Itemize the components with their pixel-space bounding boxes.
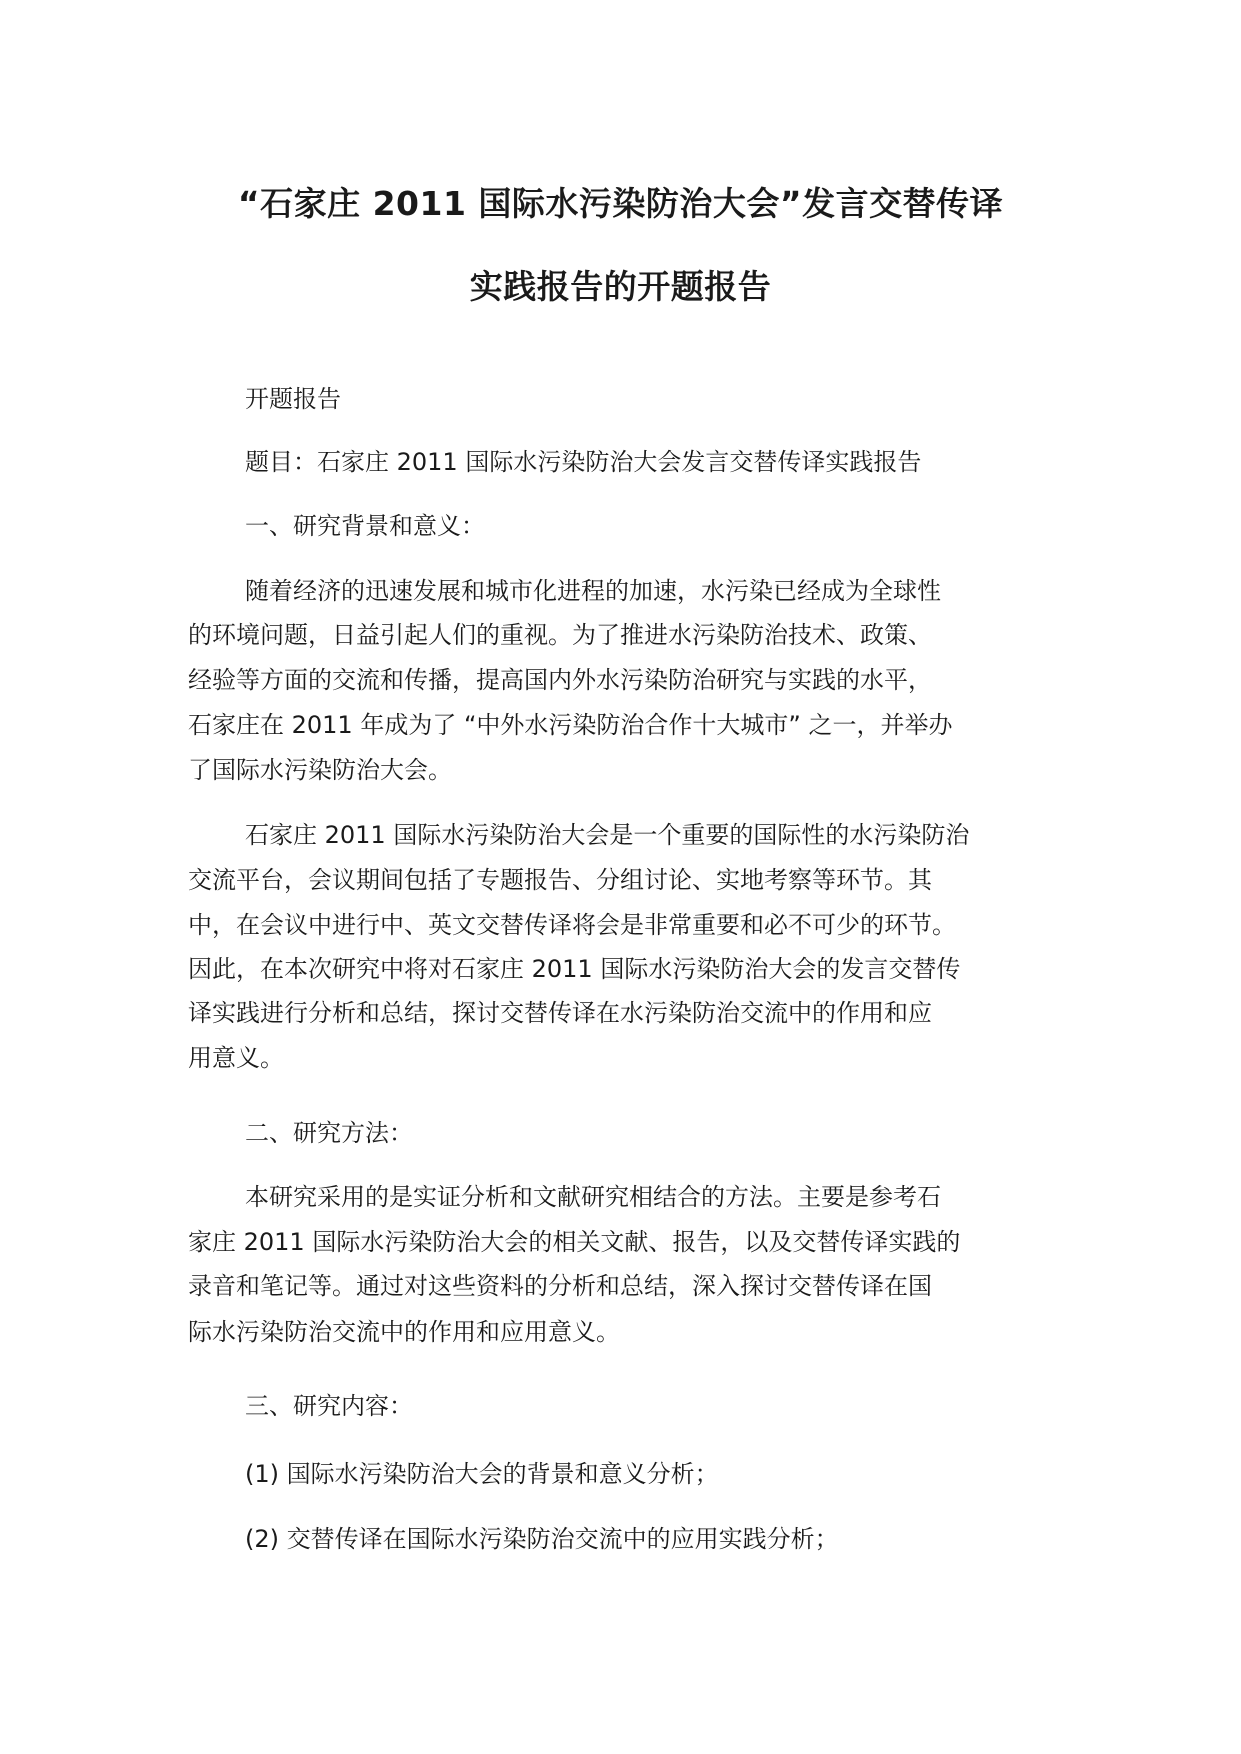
list-item: (1) 国际水污染防治大会的背景和意义分析； (245, 1460, 719, 1488)
paragraph-line: 经验等方面的交流和传播，提高国内外水污染防治研究与实践的水平， (188, 666, 932, 694)
section-heading-content: 三、研究内容： (245, 1392, 413, 1420)
paragraph-line: 用意义。 (188, 1044, 284, 1072)
paragraph-line: 际水污染防治交流中的作用和应用意义。 (188, 1318, 620, 1346)
section-heading-background: 一、研究背景和意义： (245, 512, 485, 540)
paragraph-line: 录音和笔记等。通过对这些资料的分析和总结，深入探讨交替传译在国 (188, 1272, 932, 1300)
paragraph-line: 的环境问题，日益引起人们的重视。为了推进水污染防治技术、政策、 (188, 621, 932, 649)
report-label: 开题报告 (245, 385, 341, 413)
section-heading-method: 二、研究方法： (245, 1119, 413, 1147)
paragraph-line: 石家庄在 2011 年成为了 “中外水污染防治合作十大城市” 之一，并举办 (188, 711, 953, 739)
paragraph-line: 石家庄 2011 国际水污染防治大会是一个重要的国际性的水污染防治 (245, 821, 970, 849)
paragraph-line: 中，在会议中进行中、英文交替传译将会是非常重要和必不可少的环节。 (188, 911, 956, 939)
paragraph-line: 家庄 2011 国际水污染防治大会的相关文献、报告，以及交替传译实践的 (188, 1228, 961, 1256)
paragraph-line: 了国际水污染防治大会。 (188, 756, 452, 784)
paragraph-line: 因此，在本次研究中将对石家庄 2011 国际水污染防治大会的发言交替传 (188, 955, 961, 983)
paragraph-line: 随着经济的迅速发展和城市化进程的加速，水污染已经成为全球性 (245, 577, 941, 605)
document-title-line-1: “石家庄 2011 国际水污染防治大会”发言交替传译 (237, 184, 1004, 223)
paragraph-line: 交流平台，会议期间包括了专题报告、分组讨论、实地考察等环节。其 (188, 866, 932, 894)
document-title-line-2: 实践报告的开题报告 (469, 267, 772, 306)
paragraph-line: 译实践进行分析和总结，探讨交替传译在水污染防治交流中的作用和应 (188, 999, 932, 1027)
report-topic: 题目：石家庄 2011 国际水污染防治大会发言交替传译实践报告 (245, 448, 922, 476)
paragraph-line: 本研究采用的是实证分析和文献研究相结合的方法。主要是参考石 (245, 1183, 941, 1211)
list-item: (2) 交替传译在国际水污染防治交流中的应用实践分析； (245, 1525, 839, 1553)
